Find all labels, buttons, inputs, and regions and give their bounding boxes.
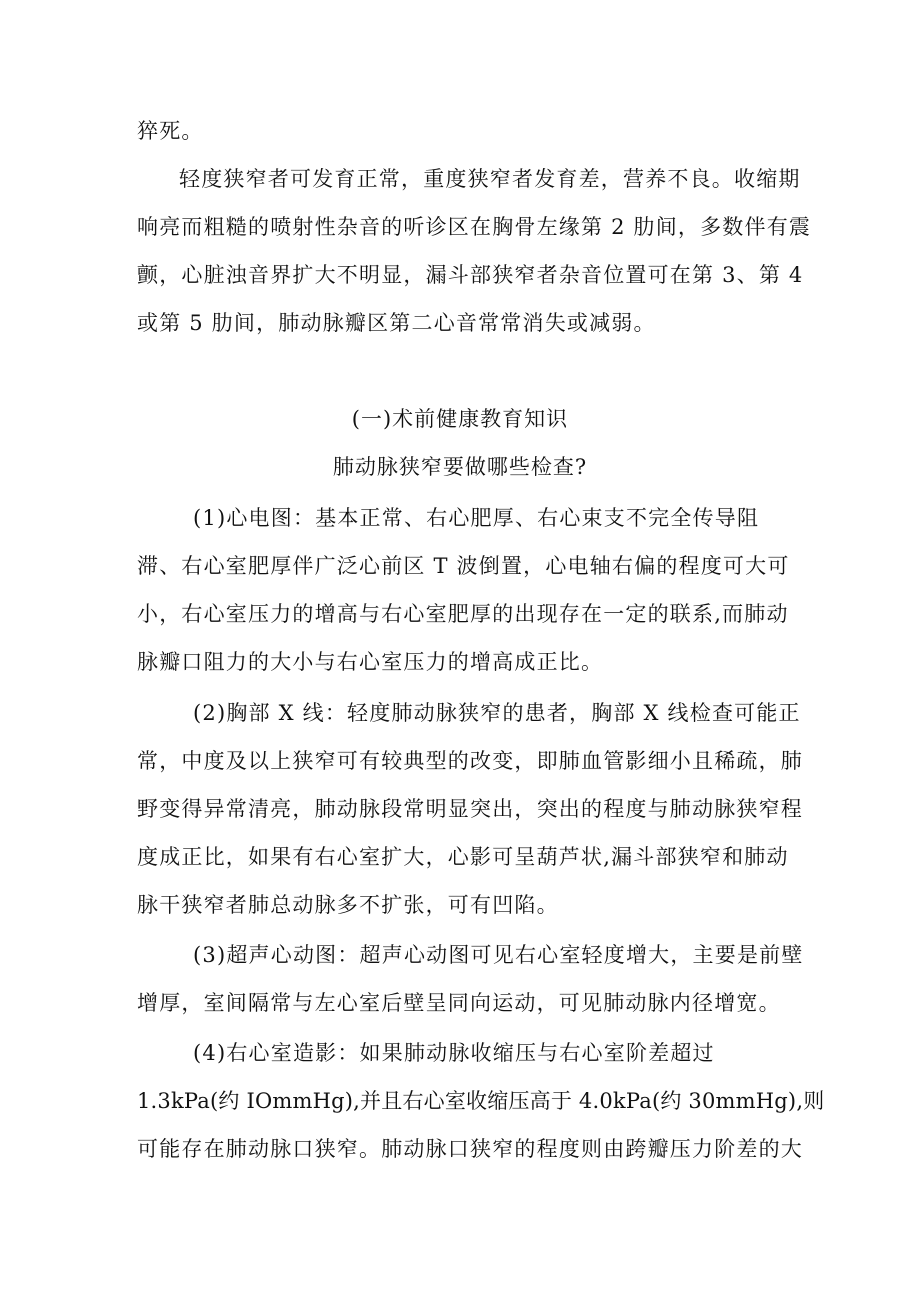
text-line: 或第 5 肋间，肺动脉瓣区第二心音常常消失或减弱。 — [137, 311, 656, 335]
text-line: 轻度狭窄者可发育正常，重度狭窄者发育差，营养不良。收缩期 — [179, 167, 801, 191]
text-line: 滞、右心室肥厚伴广泛心前区 T 波倒置，心电轴右偏的程度可大可 — [137, 554, 790, 578]
question-title: 肺动脉狭窄要做哪些检查? — [332, 455, 588, 479]
text-line: 脉瓣口阻力的大小与右心室压力的增高成正比。 — [137, 650, 604, 674]
text-line: 度成正比，如果有右心室扩大，心影可呈葫芦状,漏斗部狭窄和肺动 — [137, 845, 789, 869]
text-line: (3)超声心动图：超声心动图可见右心室轻度增大，主要是前壁 — [193, 943, 804, 967]
text-line: (1)心电图：基本正常、右心肥厚、右心束支不完全传导阻 — [193, 506, 760, 530]
text-line: (4)右心室造影：如果肺动脉收缩压与右心室阶差超过 — [193, 1041, 715, 1065]
text-line: 野变得异常清亮，肺动脉段常明显突出，突出的程度与肺动脉狭窄程 — [137, 797, 803, 821]
text-line: 常，中度及以上狭窄可有较典型的改变，即肺血管影细小且稀疏，肺 — [137, 749, 803, 773]
text-line: 可能存在肺动脉口狭窄。肺动脉口狭窄的程度则由跨瓣压力阶差的大 — [137, 1137, 803, 1161]
text-line: 1.3kPa(约 IOmmHg),并且右心室收缩压高于 4.0kPa(约 30mmHg),则 — [137, 1089, 825, 1113]
section-title: (一)术前健康教育知识 — [351, 407, 569, 431]
text-line: 颤，心脏浊音界扩大不明显，漏斗部狭窄者杂音位置可在第 3、第 4 — [137, 263, 804, 287]
text-line: 猝死。 — [137, 119, 204, 143]
text-line: 响亮而粗糙的喷射性杂音的听诊区在胸骨左缘第 2 肋间，多数伴有震 — [137, 215, 812, 239]
text-line: (2)胸部 X 线：轻度肺动脉狭窄的患者，胸部 X 线检查可能正 — [193, 701, 801, 725]
text-line: 增厚，室间隔常与左心室后壁呈同向运动，可见肺动脉内径增宽。 — [137, 991, 781, 1015]
text-line: 小，右心室压力的增高与右心室肥厚的出现存在一定的联系,而肺动 — [137, 602, 789, 626]
text-line: 脉干狭窄者肺总动脉多不扩张，可有凹陷。 — [137, 893, 559, 917]
